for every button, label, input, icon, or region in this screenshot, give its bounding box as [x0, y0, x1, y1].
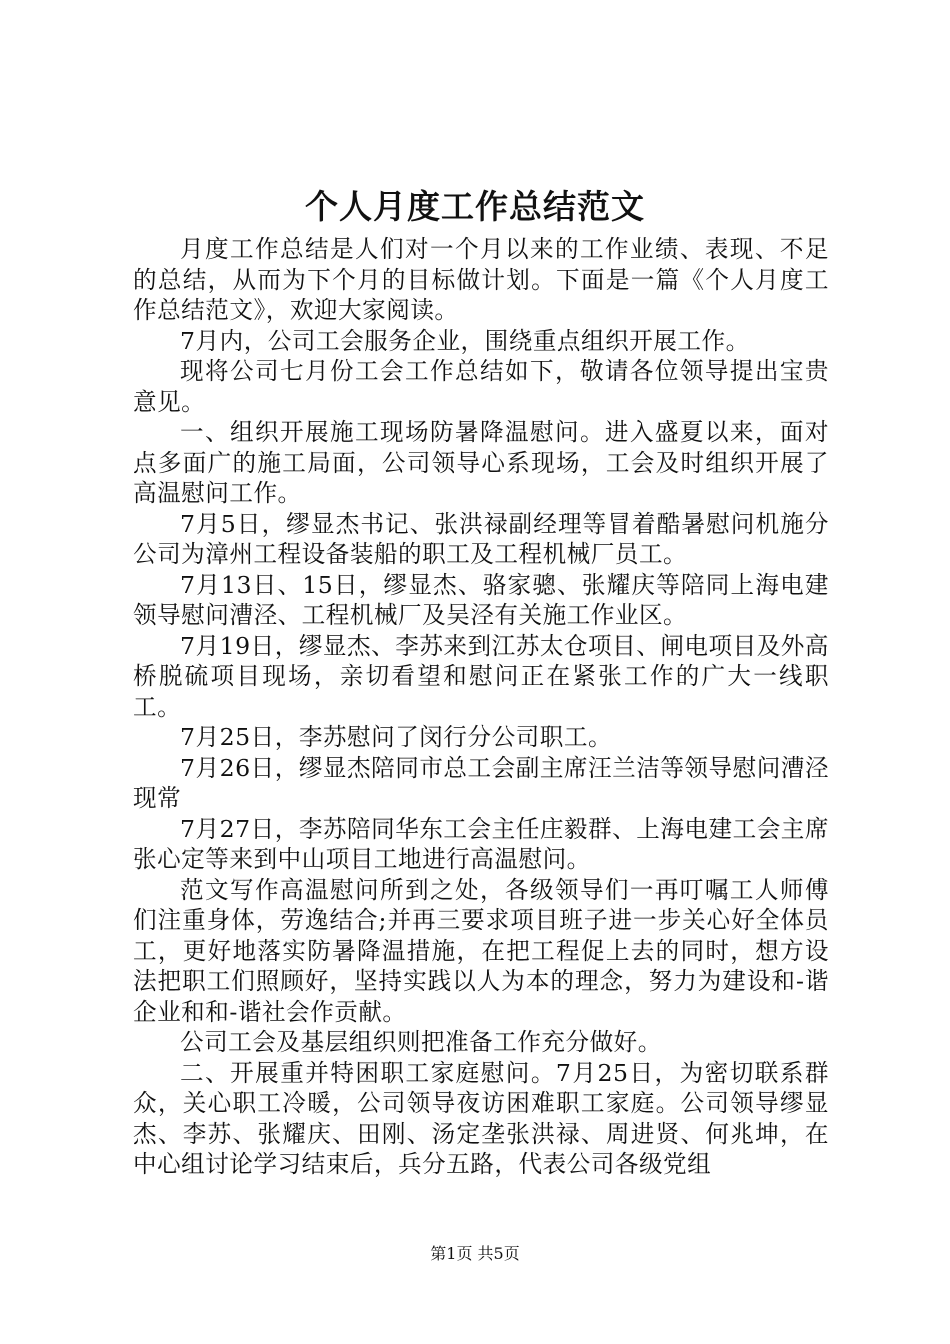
paragraph: 7月内，公司工会服务企业，围绕重点组织开展工作。: [180, 326, 750, 355]
paragraph: 现将公司七月份工会工作总结如下，敬请各位领导提出宝贵意见。: [133, 357, 829, 416]
paragraph: 7月25日，李苏慰问了闵行分公司职工。: [180, 723, 613, 751]
page-footer: 第1页 共5页: [430, 1244, 520, 1263]
paragraph: 月度工作总结是人们对一个月以来的工作业绩、表现、不足的总结，从而为下个月的目标做计划。下面是一篇《个人月度工作总结范文》，欢迎大家阅读。: [133, 235, 829, 324]
paragraph: 一、组织开展施工现场防暑降温慰问。进入盛夏以来，面对点多面广的施工局面，公司领导心系现场，工会及时组织开展了高温慰问工作。: [133, 418, 829, 507]
document-body: [133, 234, 829, 1180]
paragraph: 7月5日，缪显杰书记、张洪禄副经理等冒着酷暑慰问机施分公司为漳州工程设备装船的职工及工程机械厂员工。: [133, 509, 829, 568]
paragraph: 7月26日，缪显杰陪同市总工会副主席汪兰洁等领导慰问漕泾现常: [133, 753, 829, 812]
paragraph: 7月19日，缪显杰、李苏来到江苏太仓项目、闸电项目及外高桥脱硫项目现场，亲切看望和慰问正在紧张工作的广大一线职工。: [133, 631, 829, 721]
paragraph: 公司工会及基层组织则把准备工作充分做好。: [180, 1028, 662, 1056]
paragraph: 7月13日、15日，缪显杰、骆家骢、张耀庆等陪同上海电建领导慰问漕泾、工程机械厂及吴泾有关施工作业区。: [133, 570, 829, 629]
paragraph: 7月27日，李苏陪同华东工会主任庄毅群、上海电建工会主席张心定等来到中山项目工地进行高温慰问。: [133, 814, 829, 873]
paragraph: 二、开展重并特困职工家庭慰问。7月25日，为密切联系群众，关心职工冷暖，公司领导夜访困难职工家庭。公司领导缪显杰、李苏、张耀庆、田刚、汤定垄张洪禄、周进贤、何兆坤，在中心组讨论学习结束后，兵分五路，代表公司各级党组: [133, 1058, 829, 1178]
document-title: 个人月度工作总结范文: [305, 187, 645, 226]
paragraph: 范文写作高温慰问所到之处，各级领导们一再叮嘱工人师傅们注重身体，劳逸结合;并再三要求项目班子进一步关心好全体员工，更好地落实防暑降温措施，在把工程促上去的同时，想方设法把职工们照顾好，坚持实践以人为本的理念，努力为建设和-谐企业和和-谐社会作贡献。: [133, 875, 829, 1026]
